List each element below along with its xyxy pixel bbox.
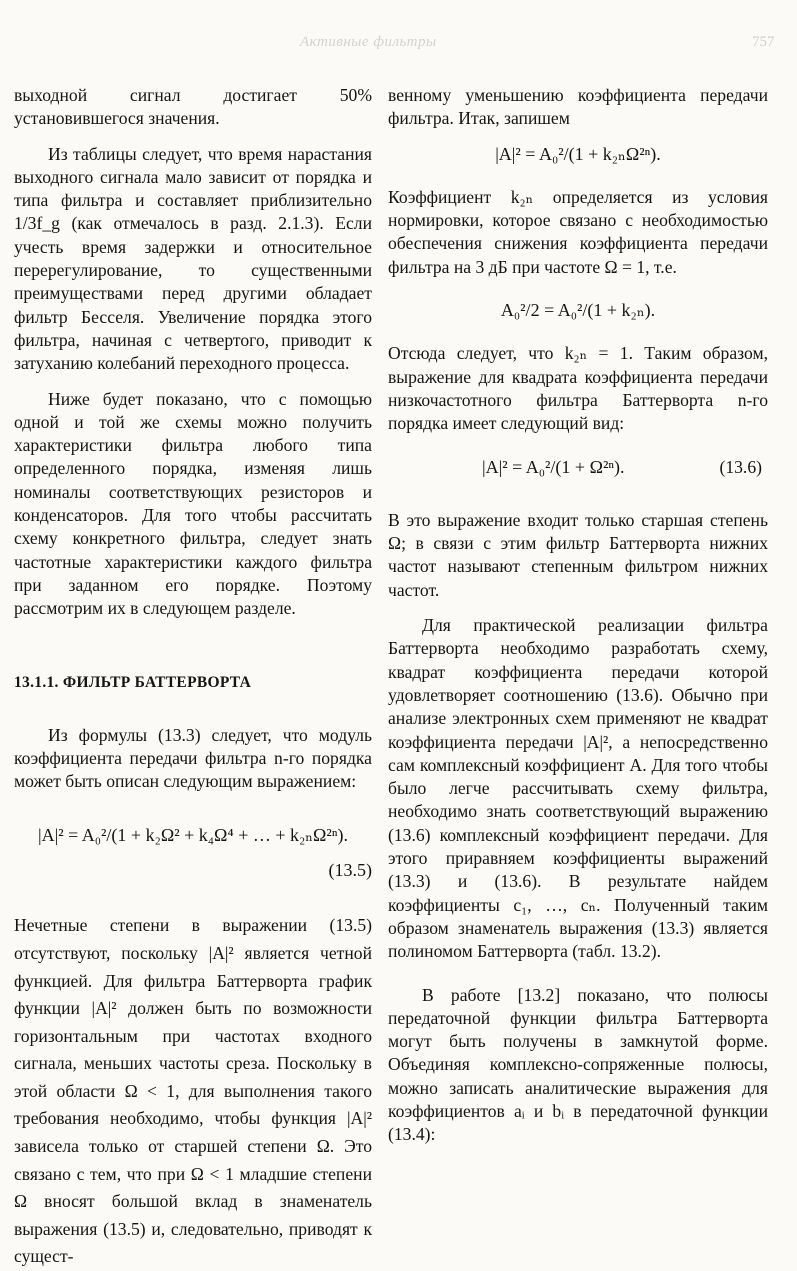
- equation-number: (13.5): [328, 860, 372, 881]
- formula: |A|² = A₀²/(1 + k₂ₙΩ²ⁿ).: [495, 143, 661, 164]
- paragraph: выходной сигнал достигает 50% установившегося значения.: [14, 85, 372, 129]
- paragraph: венному уменьшению коэффициента передачи фильтра. Итак, запишем: [388, 85, 768, 129]
- paragraph: Из формулы (13.3) следует, что модуль коэффициента передачи фильтра n-го порядка может быть описан следующим выражением:: [14, 724, 372, 792]
- equation-number: (13.6): [719, 456, 762, 477]
- page-header: [0, 34, 797, 64]
- formula: A₀²/2 = A₀²/(1 + k₂ₙ).: [500, 300, 656, 321]
- page-number: 757: [752, 34, 775, 50]
- paragraph: Ниже будет показано, что с помощью одной и той же схемы можно получить характеристики фильтра любого типа определенного порядка, изменяя лишь номиналы соответствующих резисторов и конденсаторов. Для того чтобы рассчитать схему конкретного фильтра, следует знать частотные характеристики каждого фильтра при заданном его порядке. Поэтому рассмотрим их в следующем разделе.: [14, 388, 372, 619]
- paragraph: Для практической реализации фильтра Баттерворта необходимо разработать схему, квадрат коэффициента передачи которой удовлетворяет соотношению (13.6). Обычно при анализе электронных схем применяют не квадрат коэффициента передачи |A|², а непосредственно сам комплексный коэффициент A. Для того чтобы было легче рассчитывать схему фильтра, необходимо знать соответствующий выражению (13.6) комплексный коэффициент передачи. Для этого приравняем коэффициенты выражений (13.3) и (13.6). В результате найдем коэффициенты c₁, …, cₙ. Полученный таким образом знаменатель выражения (13.3) является полиномом Баттерворта (табл. 13.2).: [388, 615, 768, 962]
- paragraph: В работе [13.2] показано, что полюсы передаточной функции фильтра Баттерворта могут быть получены в замкнутой форме. Объединяя комплексно-сопряженные полюсы, можно записать аналитические выражения для коэффициентов aᵢ и bᵢ в передаточной функции (13.4):: [388, 984, 768, 1145]
- right-column: [388, 84, 768, 1147]
- formula-line: [388, 456, 768, 479]
- paragraph: Отсюда следует, что k₂ₙ = 1. Таким образом, выражение для квадрата коэффициента передачи низкочастотного фильтра Баттерворта n-го порядка имеет следующий вид:: [388, 343, 768, 434]
- section-heading: 13.1.1. ФИЛЬТР БАТТЕРВОРТА: [14, 673, 252, 691]
- formula: |A|² = A₀²/(1 + k₂Ω² + k₄Ω⁴ + … + k₂ₙΩ²ⁿ).: [37, 824, 348, 845]
- left-column: [14, 84, 372, 1271]
- paragraph: Нечетные степени в выражении (13.5) отсутствуют, поскольку |A|² является четной функцией. Для фильтра Баттерворта график функции |A|² должен быть по возможности горизонтальным при частотах входного сигнала, меньших частоты среза. Поскольку в этой области Ω < 1, для выполнения такого требования необходимо, чтобы функция |A|² зависела только от старшей степени Ω. Это связано с тем, что при Ω < 1 младшие степени Ω вносят большой вклад в знаменатель выражения (13.5) и, следовательно, приводят к сущест-: [14, 915, 372, 1267]
- paragraph: Из таблицы следует, что время нарастания выходного сигнала мало зависит от порядка и типа фильтра и составляет приблизительно 1/3f_g (как отмечалось в разд. 2.1.3). Если учесть время задержки и относительное перерегулирование, то существенными преимуществами перед другими обладает фильтр Бесселя. Увеличение порядка этого фильтра, начиная с четвертого, приводит к затуханию колебаний переходного процесса.: [14, 143, 372, 374]
- formula: |A|² = A₀²/(1 + Ω²ⁿ).: [482, 456, 625, 477]
- running-head: Активные фильтры: [300, 34, 437, 50]
- paragraph: Коэффициент k₂ₙ определяется из условия нормировки, которое связано с необходимостью обеспечения снижения коэффициента передачи фильтра на 3 дБ при частоте Ω = 1, т.е.: [388, 186, 768, 277]
- paragraph: В это выражение входит только старшая степень Ω; в связи с этим фильтр Баттерворта нижних частот называют степенным фильтром нижних частот.: [388, 509, 768, 600]
